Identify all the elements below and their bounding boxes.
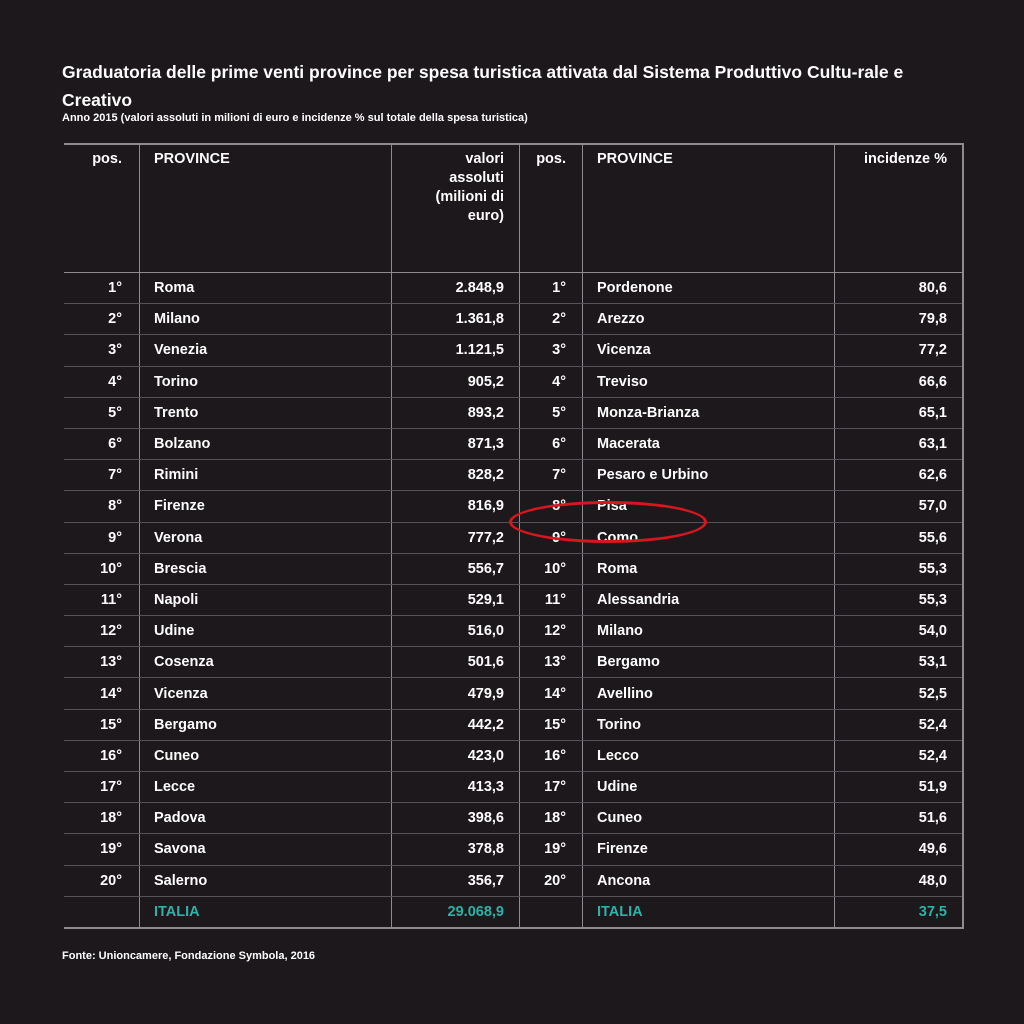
- cell-value: 1.121,5: [392, 335, 520, 366]
- cell-province: Brescia: [140, 553, 392, 584]
- cell-incidence: 77,2: [835, 335, 964, 366]
- cell-value: 2.848,9: [392, 273, 520, 304]
- cell-province-2: Como: [583, 522, 835, 553]
- cell-pos: 12°: [64, 616, 140, 647]
- table-body: [64, 273, 963, 928]
- total-province-2: ITALIA: [583, 896, 835, 928]
- cell-province: Padova: [140, 803, 392, 834]
- table-row: [64, 865, 963, 896]
- cell-pos-2: 10°: [520, 553, 583, 584]
- cell-value: 1.361,8: [392, 304, 520, 335]
- cell-province: Cosenza: [140, 647, 392, 678]
- cell-incidence: 51,6: [835, 803, 964, 834]
- cell-incidence: 66,6: [835, 366, 964, 397]
- cell-value: 516,0: [392, 616, 520, 647]
- cell-province-2: Treviso: [583, 366, 835, 397]
- total-pos: [64, 896, 140, 928]
- table-row: [64, 397, 963, 428]
- cell-pos-2: 7°: [520, 460, 583, 491]
- cell-pos: 15°: [64, 709, 140, 740]
- cell-pos-2: 20°: [520, 865, 583, 896]
- table-row: [64, 803, 963, 834]
- cell-value: 816,9: [392, 491, 520, 522]
- cell-pos-2: 8°: [520, 491, 583, 522]
- table-row: [64, 616, 963, 647]
- cell-pos-2: 1°: [520, 273, 583, 304]
- cell-pos: 13°: [64, 647, 140, 678]
- cell-pos-2: 9°: [520, 522, 583, 553]
- cell-incidence: 55,6: [835, 522, 964, 553]
- cell-province-2: Avellino: [583, 678, 835, 709]
- cell-value: 501,6: [392, 647, 520, 678]
- table-row: [64, 460, 963, 491]
- table-row: [64, 647, 963, 678]
- cell-pos: 6°: [64, 428, 140, 459]
- cell-incidence: 49,6: [835, 834, 964, 865]
- cell-province-2: Torino: [583, 709, 835, 740]
- cell-province-2: Pisa: [583, 491, 835, 522]
- cell-province: Venezia: [140, 335, 392, 366]
- total-value: 29.068,9: [392, 896, 520, 928]
- cell-pos-2: 2°: [520, 304, 583, 335]
- page-subtitle: Anno 2015 (valori assoluti in milioni di euro e incidenze % sul totale della spesa turistica): [62, 112, 528, 124]
- cell-province-2: Bergamo: [583, 647, 835, 678]
- cell-incidence: 57,0: [835, 491, 964, 522]
- cell-incidence: 52,4: [835, 740, 964, 771]
- cell-province-2: Vicenza: [583, 335, 835, 366]
- cell-value: 777,2: [392, 522, 520, 553]
- cell-province-2: Alessandria: [583, 584, 835, 615]
- cell-province: Trento: [140, 397, 392, 428]
- cell-pos-2: 14°: [520, 678, 583, 709]
- cell-province: Verona: [140, 522, 392, 553]
- header-incidence: incidenze %: [835, 144, 964, 273]
- cell-pos-2: 13°: [520, 647, 583, 678]
- table-row: [64, 772, 963, 803]
- cell-province-2: Firenze: [583, 834, 835, 865]
- cell-pos: 9°: [64, 522, 140, 553]
- cell-value: 905,2: [392, 366, 520, 397]
- cell-value: 529,1: [392, 584, 520, 615]
- total-pos-2: [520, 896, 583, 928]
- cell-pos: 8°: [64, 491, 140, 522]
- cell-pos: 18°: [64, 803, 140, 834]
- cell-pos: 16°: [64, 740, 140, 771]
- cell-pos-2: 16°: [520, 740, 583, 771]
- cell-pos-2: 18°: [520, 803, 583, 834]
- cell-pos: 3°: [64, 335, 140, 366]
- cell-province: Napoli: [140, 584, 392, 615]
- table-row: [64, 709, 963, 740]
- cell-province-2: Macerata: [583, 428, 835, 459]
- header-province: PROVINCE: [140, 144, 392, 273]
- table-row: [64, 304, 963, 335]
- cell-province-2: Monza-Brianza: [583, 397, 835, 428]
- cell-province-2: Cuneo: [583, 803, 835, 834]
- cell-province: Vicenza: [140, 678, 392, 709]
- total-row: [64, 896, 963, 928]
- cell-incidence: 54,0: [835, 616, 964, 647]
- cell-pos: 14°: [64, 678, 140, 709]
- cell-pos-2: 4°: [520, 366, 583, 397]
- cell-pos-2: 19°: [520, 834, 583, 865]
- cell-incidence: 65,1: [835, 397, 964, 428]
- cell-value: 423,0: [392, 740, 520, 771]
- cell-province: Roma: [140, 273, 392, 304]
- cell-value: 398,6: [392, 803, 520, 834]
- cell-value: 828,2: [392, 460, 520, 491]
- cell-incidence: 55,3: [835, 553, 964, 584]
- cell-province: Bergamo: [140, 709, 392, 740]
- cell-incidence: 79,8: [835, 304, 964, 335]
- cell-pos-2: 3°: [520, 335, 583, 366]
- cell-pos-2: 15°: [520, 709, 583, 740]
- cell-pos: 11°: [64, 584, 140, 615]
- cell-pos: 19°: [64, 834, 140, 865]
- cell-province-2: Roma: [583, 553, 835, 584]
- cell-incidence: 62,6: [835, 460, 964, 491]
- cell-province-2: Lecco: [583, 740, 835, 771]
- cell-province: Bolzano: [140, 428, 392, 459]
- cell-pos: 5°: [64, 397, 140, 428]
- cell-value: 871,3: [392, 428, 520, 459]
- header-pos-2: pos.: [520, 144, 583, 273]
- cell-incidence: 48,0: [835, 865, 964, 896]
- cell-value: 893,2: [392, 397, 520, 428]
- table-row: [64, 678, 963, 709]
- cell-province: Milano: [140, 304, 392, 335]
- table-row: [64, 584, 963, 615]
- cell-province-2: Pordenone: [583, 273, 835, 304]
- header-values: [392, 144, 520, 273]
- total-incidence: 37,5: [835, 896, 964, 928]
- table-row: [64, 740, 963, 771]
- cell-incidence: 55,3: [835, 584, 964, 615]
- cell-province: Savona: [140, 834, 392, 865]
- cell-province: Firenze: [140, 491, 392, 522]
- table-row: [64, 553, 963, 584]
- source-note: Fonte: Unioncamere, Fondazione Symbola, 2016: [62, 950, 316, 962]
- cell-pos-2: 11°: [520, 584, 583, 615]
- cell-pos-2: 17°: [520, 772, 583, 803]
- table-header-row: [64, 144, 963, 273]
- cell-incidence: 51,9: [835, 772, 964, 803]
- cell-province-2: Arezzo: [583, 304, 835, 335]
- cell-incidence: 63,1: [835, 428, 964, 459]
- cell-value: 479,9: [392, 678, 520, 709]
- table-row: [64, 366, 963, 397]
- cell-province-2: Pesaro e Urbino: [583, 460, 835, 491]
- cell-value: 413,3: [392, 772, 520, 803]
- table-row: [64, 273, 963, 304]
- page-title: Graduatoria delle prime venti province per spesa turistica attivata dal Sistema Produttivo Cultu-rale e Creativo: [62, 62, 904, 110]
- cell-province: Torino: [140, 366, 392, 397]
- cell-pos-2: 5°: [520, 397, 583, 428]
- cell-pos-2: 6°: [520, 428, 583, 459]
- cell-pos: 17°: [64, 772, 140, 803]
- cell-value: 378,8: [392, 834, 520, 865]
- cell-value: 442,2: [392, 709, 520, 740]
- cell-pos: 1°: [64, 273, 140, 304]
- cell-province: Rimini: [140, 460, 392, 491]
- cell-incidence: 80,6: [835, 273, 964, 304]
- cell-value: 356,7: [392, 865, 520, 896]
- ranking-table: [64, 143, 964, 929]
- table-row: [64, 335, 963, 366]
- cell-incidence: 52,4: [835, 709, 964, 740]
- cell-pos: 7°: [64, 460, 140, 491]
- cell-province: Lecce: [140, 772, 392, 803]
- total-province: ITALIA: [140, 896, 392, 928]
- cell-pos: 20°: [64, 865, 140, 896]
- header-province-2: PROVINCE: [583, 144, 835, 273]
- cell-province: Udine: [140, 616, 392, 647]
- cell-province-2: Milano: [583, 616, 835, 647]
- cell-pos: 10°: [64, 553, 140, 584]
- cell-province: Salerno: [140, 865, 392, 896]
- cell-incidence: 52,5: [835, 678, 964, 709]
- table-row: [64, 522, 963, 553]
- header-pos: pos.: [64, 144, 140, 273]
- table-row: [64, 428, 963, 459]
- cell-pos: 2°: [64, 304, 140, 335]
- cell-province-2: Udine: [583, 772, 835, 803]
- cell-incidence: 53,1: [835, 647, 964, 678]
- cell-pos-2: 12°: [520, 616, 583, 647]
- cell-pos: 4°: [64, 366, 140, 397]
- header-values-label: valori assoluti (milioni di euro): [435, 151, 504, 224]
- cell-province: Cuneo: [140, 740, 392, 771]
- table-row: [64, 491, 963, 522]
- table-row: [64, 834, 963, 865]
- cell-value: 556,7: [392, 553, 520, 584]
- cell-province-2: Ancona: [583, 865, 835, 896]
